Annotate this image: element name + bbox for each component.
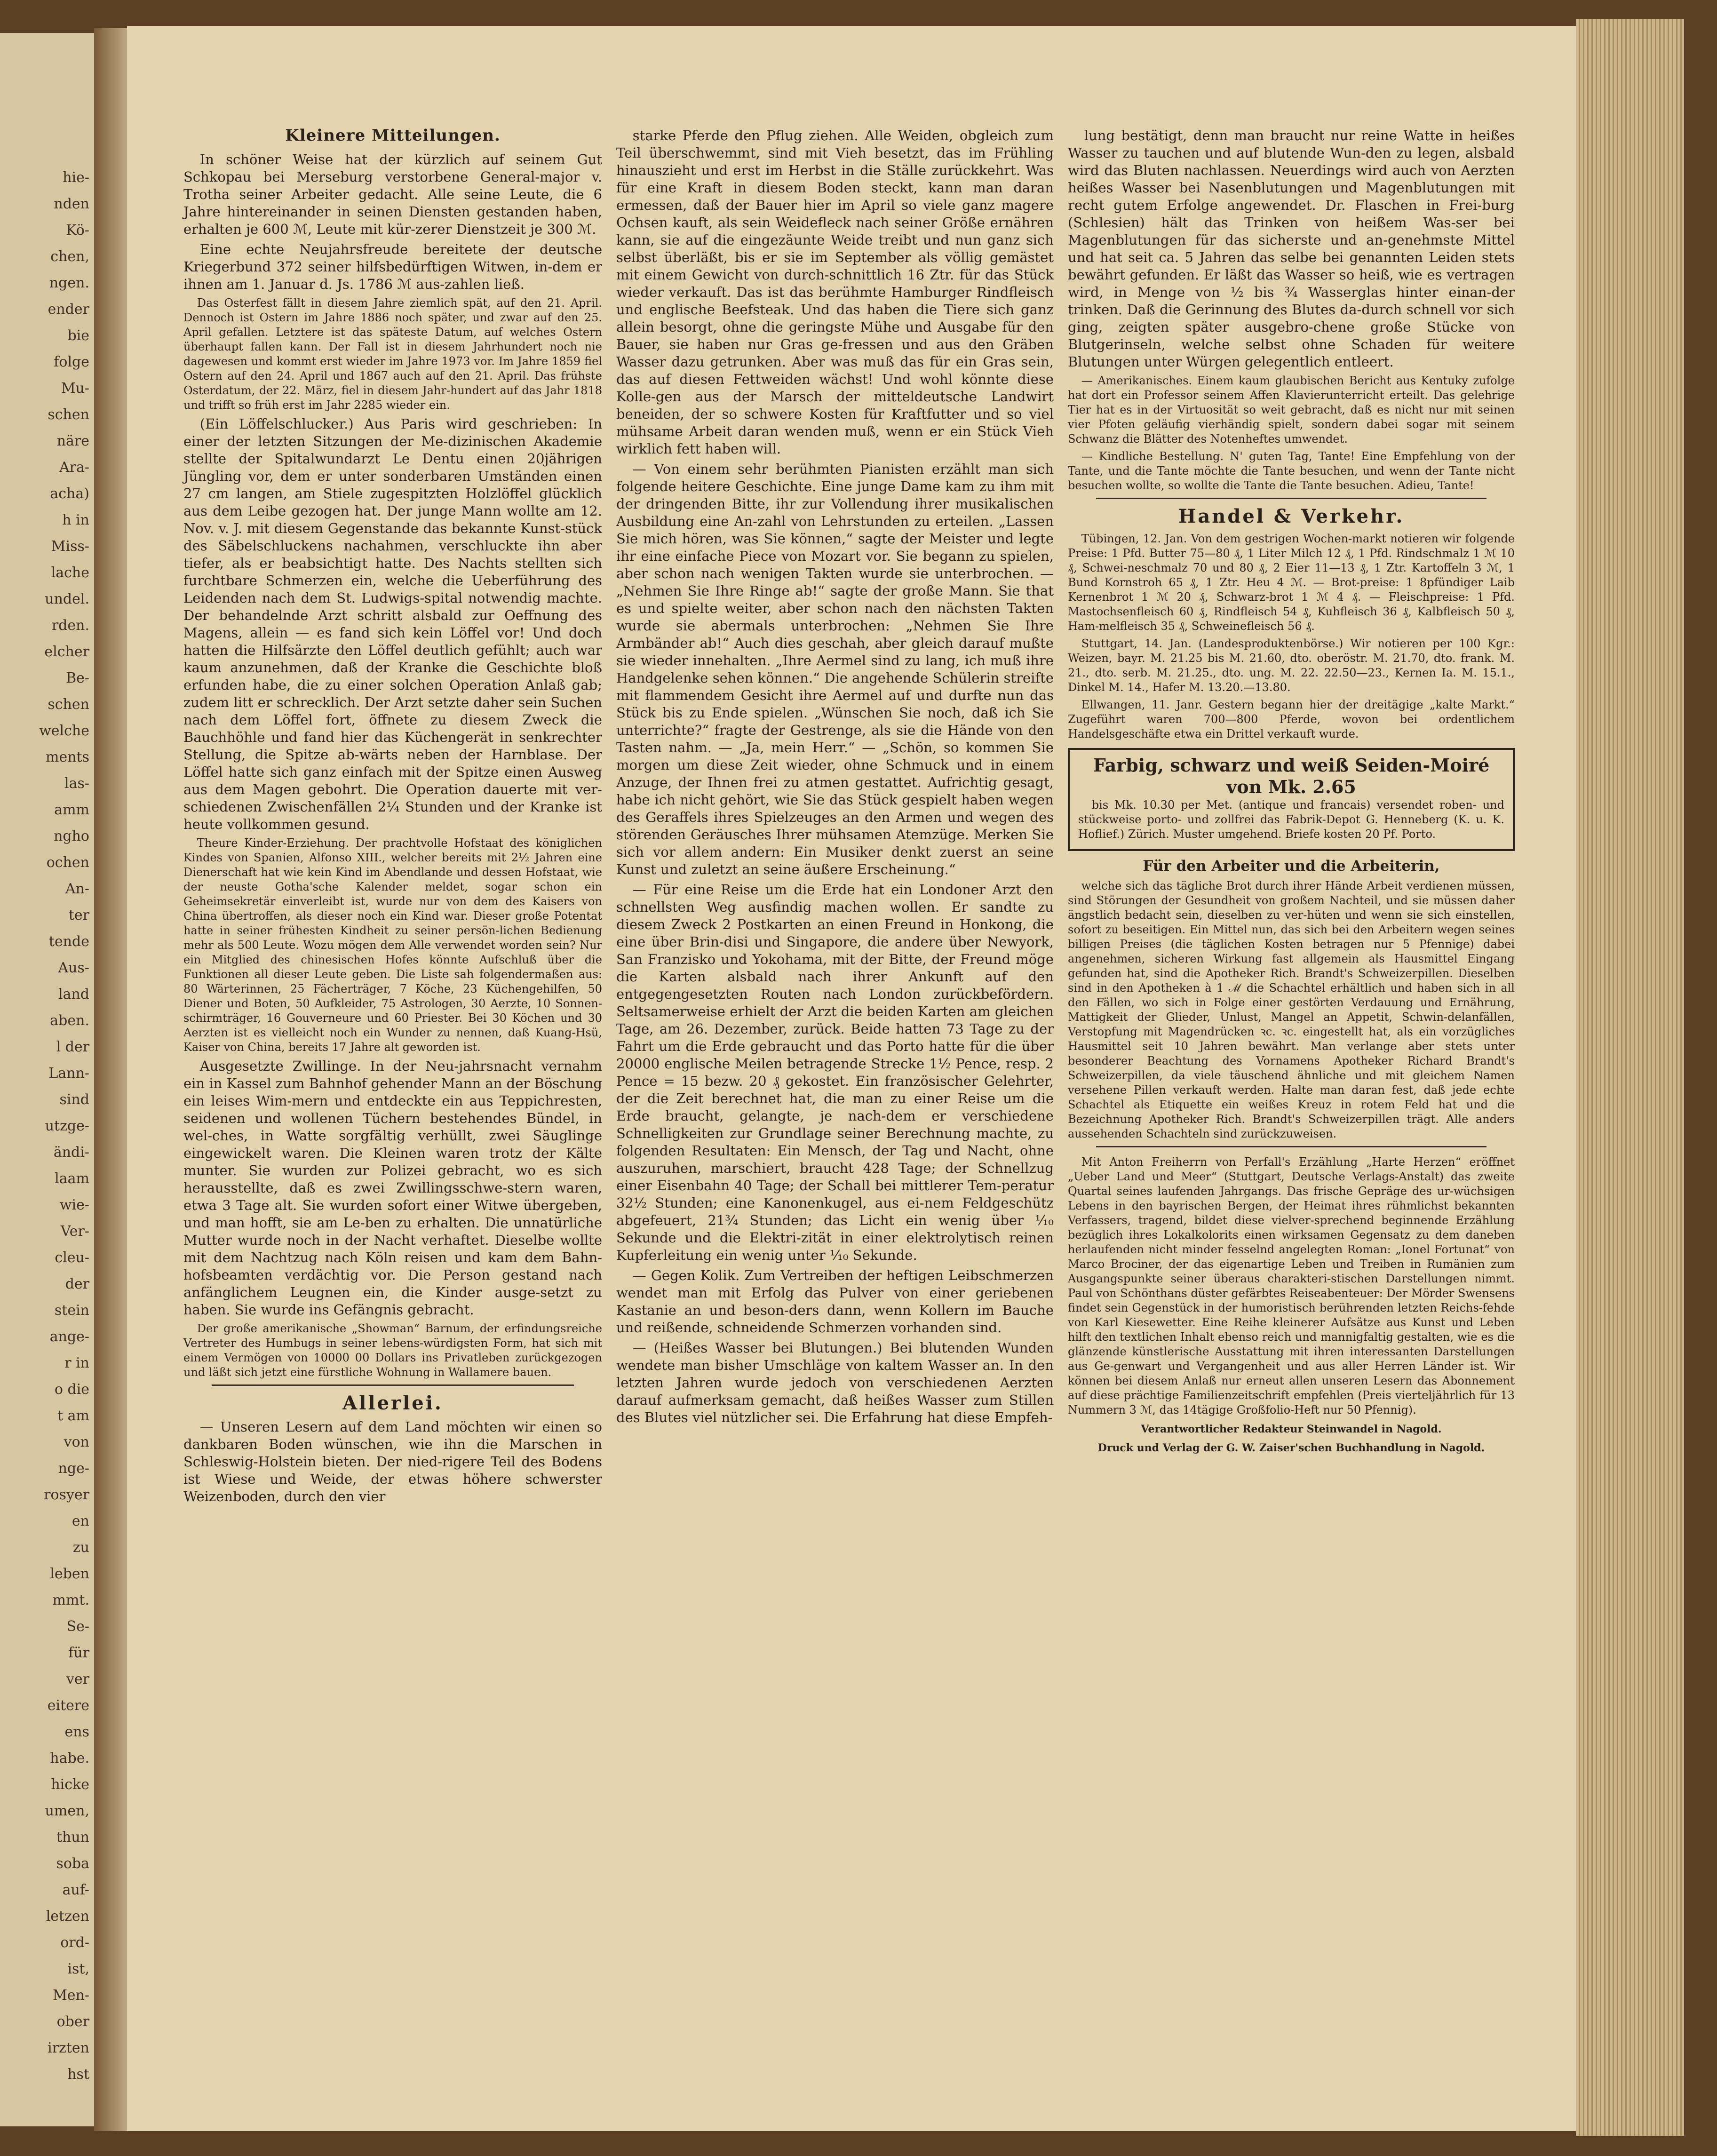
ad-text: welche sich das tägliche Brot durch ihrer Hände Arbeit verdienen müssen, sind Störungen der Gesundheit von großem Nachteil, und sie müssen daher ängstlich bedacht sein, dieselben zu ver-hüten und wenn sie sich einstellen, sofort zu beseitigen. Ein Mittel nun, das sich bei den Arbeitern wegen seines billigen Preises (die täglichen Kosten betragen nur 5 Pfennige) dabei angenehmen, sicheren Wirkung fast allgemein als Hausmittel Eingang gefunden hat, sind die Apotheker Rich. Brandt's Schweizerpillen. Dieselben sind in den Apotheken à 1 ℳ die Schachtel erhältlich und haben sich in all den Fällen, wo sich in Folge einer gestörten Verdauung und Ernährung, Mattigkeit der Glieder, Unlust, Mangel an Appetit, Schwin-delanfällen, Verstopfung mit Magendrücken ꝛc. ꝛc. eingestellt hat, als ein vorzügliches Hausmittel seit 10 Jahren bewährt. Man verlange aber stets unter besonderer Beachtung des Vornamens Apotheker Richard Brandt's Schweizerpillen, da viele täuschend ähnliche und mit gleichem Namen versehene Pillen verkauft werden. Halte man daran fest, daß jede echte Schachtel als Etiquette ein weißes Kreuz in rotem Feld hat und die Bezeichnung Apotheker Rich. Brandt's Schweizerpillen trägt. Alle anders aussehenden Schachteln sind zurückzuweisen. <box>1068 879 1515 1140</box>
article-small-print: Theure Kinder-Erziehung. Der prachtvolle Hofstaat des königlichen Kindes von Spanien, Alfonso XIII., welcher bereits mit 2½ Jahren eine Dienerschaft hat wie kein Kind im Abendlande und dessen Hofstaat, wie der neuste Gotha'sche Kalender meldet, sogar schon ein Geheimsekretär einverleibt ist, wurde nur von dem des Kaisers von China übertroffen, als dieser noch ein Kind war. Dieser große Potentat hatte in seiner frühesten Kindheit zu seiner persön-lichen Bedienung mehr als 500 Leute. Wozu mögen dem Alle verwendet worden sein? Nur ein Mitglied des chinesischen Hofes könnte Aufschluß über die Funktionen all dieser Leute geben. Die Liste sah folgendermaßen aus: 80 Wärterinnen, 25 Fächerträger, 7 Köche, 23 Küchengehilfen, 50 Diener und Boten, 50 Aufkleider, 75 Astrologen, 30 Aerzte, 10 Sonnen-schirmträger, 16 Gouverneure und 60 Priester. Bei 30 Köchen und 30 Aerzten ist es vielleicht noch ein Wunder zu nennen, daß Kuang-Hsü, Kaiser von China, bereits 17 Jahre alt geworden ist. <box>183 836 602 1054</box>
left-page-fragment: r in <box>64 1355 89 1371</box>
left-page-fragment: rden. <box>51 617 89 634</box>
article-small-print: Das Osterfest fällt in diesem Jahre ziemlich spät, auf den 21. April. Dennoch ist Ostern im Jahre 1886 noch später, und zwar auf den 25. April gefallen. Letztere ist das späteste Datum, auf welches Ostern überhaupt fallen kann. Der Fall ist in diesem Jahrhundert noch nie dagewesen und kommt erst wieder im Jahre 1973 vor. Im Jahre 1859 fiel Ostern auf den 24. April und 1867 auch auf den 21. April. Das frühste Osterdatum, der 22. März, fiel in diesem Jahr-hundert auf das Jahr 1818 und trifft so früh erst im Jahr 2285 wieder ein. <box>183 296 602 412</box>
left-page-fragment: acha) <box>50 485 89 502</box>
left-page-fragment: sind <box>59 1091 89 1108</box>
left-page-fragment: ist, <box>67 1961 89 1977</box>
left-page-fragment: Be- <box>66 670 89 686</box>
article-paragraph: — Gegen Kolik. Zum Vertreiben der heftigen Leibschmerzen wendet man mit Erfolg das Pulver von einer geriebenen Kastanie an und beson-ders dann, wenn Kollern im Bauche und reißende, schneidende Schmerzen vorhanden sind. <box>616 1267 1054 1336</box>
left-page-fragment: elcher <box>44 644 89 660</box>
left-page-fragment: las- <box>64 775 89 792</box>
left-page-fragment: utzge- <box>45 1118 89 1134</box>
left-page-fragment: mmt. <box>52 1592 89 1608</box>
imprint-publisher: Druck und Verlag der G. W. Zaiser'schen Buchhandlung in Nagold. <box>1097 1442 1485 1454</box>
left-page-fragment: der <box>65 1276 89 1292</box>
left-page-fragment: schen <box>48 696 89 713</box>
article-paragraph: starke Pferde den Pflug ziehen. Alle Weiden, obgleich zum Teil überschwemmt, sind mit Vieh besetzt, das im Frühling hinauszieht und erst im Herbst in die Ställe zurückkehrt. Was für eine Kraft in diesem Boden steckt, kann man daran ermessen, daß der Bauer hier im April so viele ganz magere Ochsen kauft, als sein Weidefleck nach seiner Größe ernähren kann, sie auf die eingezäunte Weide treibt und nun ganz sich selbst überläßt, bis er sie im September als völlig gemästet mit einem Gewicht von durch-schnittlich 16 Ztr. für das Stück wieder verkauft. Das ist das berühmte Hamburger Rindfleisch und englische Beefsteak. Und das haben die Tiere sich ganz allein besorgt, ohne die geringste Mühe und Ausgabe für den Bauer, sie haben nur Gras ge-fressen und aus den Gräben Wasser dazu getrunken. Aber was muß das für ein Gras sein, das auf diesen Fettweiden wächst! Und wohl könnte diese Kolle-gen aus der Marsch der mitteldeutsche Landwirt beneiden, der so schwere Kosten für Kraftfutter und so viel mühsame Arbeit daran wenden muß, wenn er ein Stück Vieh wirklich fett haben will. <box>616 127 1054 457</box>
left-page-fragment: letzen <box>46 1908 89 1925</box>
left-page-fragment: zu <box>72 1539 89 1556</box>
left-page-fragment: Ver- <box>60 1223 89 1240</box>
left-page-fragment: auf- <box>62 1882 89 1898</box>
article-paragraph: Eine echte Neujahrsfreude bereitete der deutsche Kriegerbund 372 seiner hilfsbedürftigen Witwen, in-dem er ihnen am 1. Januar d. Js. 1786 ℳ aus-zahlen ließ. <box>183 241 602 292</box>
left-page-fragment: leben <box>50 1566 89 1582</box>
divider <box>212 1384 574 1386</box>
left-page-fragment: stein <box>54 1302 89 1319</box>
article-paragraph: In schöner Weise hat der kürzlich auf seinem Gut Schkopau bei Merseburg verstorbene General-major v. Trotha seiner Arbeiter gedacht. Alle seine Leute, die 6 Jahre hintereinander in seinen Diensten gestanden haben, erhalten je 600 ℳ, Leute mit kür-zerer Dienstzeit je 300 ℳ. <box>183 151 602 237</box>
divider <box>1096 1146 1486 1147</box>
column-2 <box>616 127 1054 1429</box>
article-paragraph: lung bestätigt, denn man braucht nur reine Watte in heißes Wasser zu tauchen und auf blutende Wun-den zu legen, alsbald wird das Bluten nachlassen. Neuerdings wird auch von Aerzten heißes Wasser bei Nasenblutungen und Magenblutungen mit recht gutem Erfolge angewendet. Dr. Flaschen in Frei-burg (Schlesien) hält das Trinken von heißem Was-ser bei Magenblutungen für das sicherste und an-genehmste Mittel und hat seit ca. 5 Jahren das selbe bei genannten Leiden stets bewährt gefunden. Er läßt das Wasser so heiß, wie es vertragen wird, in Menge von ½ bis ¾ Wasserglas hinter einan-der trinken. Daß die Gerinnung des Blutes da-durch schnell vor sich ging, zeigten später ausgebro-chene große Stücke von Blutgerinseln, welche selbst ohne Schaden für weitere Blutungen unter Würgen gelegentlich entleert. <box>1068 127 1515 370</box>
left-page-fragment: von <box>64 1434 89 1450</box>
left-page-fragment: habe. <box>50 1750 89 1766</box>
left-page-fragment: ments <box>46 749 89 765</box>
left-page-fragment: An- <box>65 881 89 897</box>
market-report: Stuttgart, 14. Jan. (Landesproduktenbörse.) Wir notieren per 100 Kgr.: Weizen, bayr. M. 21.25 bis M. 21.60, dto. oberöstr. M. 21.70, dto. frank. M. 21., dto. serb. M. 21.25., dto. ung. M. 22. 22.50—23., Kernen Ia. M. 15.1., Dinkel M. 14., Hafer M. 13.20.—13.80. <box>1068 637 1515 694</box>
left-page-fragment: nge- <box>58 1460 89 1477</box>
left-page-fragment: hicke <box>51 1776 89 1793</box>
left-page-fragment: schen <box>48 406 89 423</box>
left-page-fragment: rosyer <box>44 1487 89 1503</box>
article-paragraph: — Von einem sehr berühmten Pianisten erzählt man sich folgende heitere Geschichte. Eine junge Dame kam zu ihm mit der dringenden Bitte, ihr zur Vollendung ihrer musikalischen Ausbildung eine An-zahl von Lehrstunden zu erteilen. „Lassen Sie mich hören, was Sie können,“ sagte der Meister und legte ihr eine einfache Piece von Mozart vor. Sie begann zu spielen, aber schon nach wenigen Takten wurde sie unterbrochen. — „Nehmen Sie Ihre Ringe ab!“ sagte der große Mann. Sie that es und spielte weiter, aber schon nach den nächsten Takten wurde sie abermals unterbrochen: „Nehmen Sie Ihre Armbänder ab!“ Auch dies geschah, aber gleich darauf mußte sie wieder innehalten. „Ihre Aermel sind zu lang, ich muß ihre Handgelenke sehen können.“ Die angehende Schülerin streifte mit flammendem Gesicht ihre Aermel auf und durfte nun das Stück bis zu Ende spielen. „Wünschen Sie noch, daß ich Sie unterrichte?“ fragte der Gestrenge, als sie die Hände von den Tasten nahm. — „Ja, mein Herr.“ — „Schön, so kommen Sie morgen um diese Zeit wieder, ohne Schmuck und in einem Anzuge, der Ihnen frei zu atmen gestattet. Aufrichtig gesagt, habe ich nicht gehört, wie Sie das Stück gespielt haben wegen des Geraffels ihres Spielzeuges an den Armen und wegen des störenden Geräusches Ihrer mühsamen Atemzüge. Merken Sie sich vor allem andern: Ein Musiker denkt zuerst an seine Kunst und zuletzt an seine äußere Erscheinung.“ <box>616 461 1054 877</box>
left-page-fragment: Aus- <box>58 960 89 976</box>
left-page-fragment: cleu- <box>55 1249 89 1266</box>
imprint-editor: Verantwortlicher Redakteur Steinwandel in Nagold. <box>1141 1423 1442 1435</box>
left-page-fragment: Ara- <box>59 459 89 476</box>
left-page-fragment: wie- <box>59 1197 89 1213</box>
article-paragraph: Ausgesetzte Zwillinge. In der Neu-jahrsnacht vernahm ein in Kassel zum Bahnhof gehender Mann an der Böschung ein leises Wim-mern und entdeckte ein aus Teppichresten, seidenen und wollenen Tüchern bestehendes Bündel, in wel-ches, in Watte sorgfältig verhüllt, zwei Säuglinge eingewickelt waren. Die Kleinen waren trotz der Kälte munter. Sie wurden zur Polizei gebracht, wo es sich herausstellte, daß es zwei Zwillingsschwe-stern waren, etwa 3 Tage alt. Sie wurden sofort einer Witwe übergeben, und man hofft, sie am Le-ben zu erhalten. Die unnatürliche Mutter wurde noch in der Nacht verhaftet. Dieselbe wollte mit dem Nachtzug nach Köln reisen und kam dem Bahn-hofsbeamten verdächtig vor. Die Person gestand nach anfänglichem Leugnen ein, die Kinder ausge-setzt zu haben. Sie wurde ins Gefängnis gebracht. <box>183 1058 602 1318</box>
left-page-fragment: amm <box>54 802 89 818</box>
left-page-sliver <box>0 33 97 2126</box>
left-page-fragment: näre <box>56 433 89 449</box>
left-page-fragment: land <box>58 986 89 1002</box>
article-paragraph: — (Heißes Wasser bei Blutungen.) Bei blutenden Wunden wendete man bisher Umschläge von kaltem Wasser an. In den letzten Jahren wurde jedoch von verschiedenen Aerzten darauf aufmerksam gemacht, daß heißes Wasser zum Stillen des Blutes viel nützlicher sei. Die Erfahrung hat diese Empfeh- <box>616 1340 1054 1425</box>
left-page-fragment: thun <box>56 1829 89 1846</box>
article-small-print: Der große amerikanische „Showman“ Barnum, der erfindungsreiche Vertreter des Humbugs in seiner lebens-würdigsten Form, hat sich mit einem Vermögen von 10000 00 Dollars ins Privatleben zurückgezogen und läßt sich jetzt eine fürstliche Wohnung in Wallamere bauen. <box>183 1322 602 1379</box>
left-page-fragment: umen, <box>45 1803 89 1819</box>
ad-text-ueber-land-und-meer: Mit Anton Freiherrn von Perfall's Erzählung „Harte Herzen“ eröffnet „Ueber Land und Meer“ (Stuttgart, Deutsche Verlags-Anstalt) das zweite Quartal seines laufenden Jahrgangs. Das frische Gepräge des ur-wüchsigen Lebens in den bayrischen Bergen, der Heimat ihres rühmlichst bekannten Verfassers, tragend, bildet diese vielver-sprechend beginnende Erzählung bezüglich ihres Lokalkolorits einen wirksamen Gegensatz zu dem daneben herlaufenden nicht minder fesselnd angelegten Roman: „Ionel Fortunat“ von Marco Brociner, der das eigenartige Leben und Treiben in Rumänien zum Ausgangspunkte seiner überaus charakteri-stischen Darstellungen nimmt. Paul von Schönthans düster gefärbtes Reiseabenteuer: Der Mörder Swensens findet sein Gegenstück in der humoristisch berührenden letzten Reichs-fehde von Karl Kiesewetter. Eine Reihe kleinerer Aufsätze aus Kunst und Leben hilft den textlichen Inhalt ebenso reich und mannigfaltig gestalten, wie es die glänzende künstlerische Ausstattung mit ihren interessanten Darstellungen aus Ge-genwart und Vergangenheit und aus aller Herren Länder ist. Wir können bei diesem Anlaß nur erneut allen unseren Lesern das Abonnement auf diese prächtige Familienzeitschrift empfehlen (Preis vierteljährlich für 13 Nummern 3 ℳ, das 14tägige Großfolio-Heft nur 50 Pfennig). <box>1068 1155 1515 1416</box>
left-page-fragment: chen, <box>50 248 89 265</box>
ad-text: bis Mk. 10.30 per Met. (antique und francais) versendet roben- und stückweise porto- und zollfrei das Fabrik-Depot G. Henneberg (K. u. K. Hoflief.) Zürich. Muster umgehend. Briefe kosten 20 Pf. Porto. <box>1078 798 1504 841</box>
heading-allerlei: Allerlei. <box>342 1392 443 1414</box>
column-1 <box>183 127 602 1508</box>
left-page-fragment: irzten <box>48 2040 89 2056</box>
left-page-fragment: ändi- <box>53 1144 89 1161</box>
heading-handel-verkehr: Handel & Verkehr. <box>1178 505 1405 527</box>
left-page-fragment: eitere <box>47 1697 89 1714</box>
market-report: Ellwangen, 11. Janr. Gestern begann hier der dreitägige „kalte Markt.“ Zugeführt waren 700—800 Pferde, wovon bei ordentlichem Handelsgeschäfte etwa ein Drittel verkauft wurde. <box>1068 698 1515 740</box>
advertisement-silk <box>1068 748 1515 851</box>
left-page-fragment: Kö- <box>66 222 89 239</box>
left-page-fragment: nden <box>54 196 89 212</box>
heading-kleinere-mitteilungen: Kleinere Mitteilungen. <box>285 126 501 145</box>
left-page-fragment: ord- <box>60 1934 89 1951</box>
left-page-fragment: ochen <box>46 854 89 871</box>
divider <box>1096 498 1486 499</box>
left-page-fragment: für <box>68 1645 89 1661</box>
left-page-fragment: ender <box>48 301 89 318</box>
left-page-fragment: bie <box>67 327 89 344</box>
left-page-fragment: laam <box>55 1170 89 1187</box>
page-edges <box>1576 19 1684 2136</box>
left-page-fragment: Mu- <box>61 380 89 397</box>
left-page-fragment: Miss- <box>51 538 89 555</box>
ad-title: Farbig, schwarz und weiß Seiden-Moiré von Mk. 2.65 <box>1093 755 1490 797</box>
column-3 <box>1068 127 1515 1455</box>
left-page-fragment: o die <box>54 1381 89 1398</box>
left-page-fragment: undel. <box>45 591 89 607</box>
left-page-fragment: Men- <box>53 1987 89 2004</box>
market-report: Tübingen, 12. Jan. Von dem gestrigen Wochen-markt notieren wir folgende Preise: 1 Pfd. Butter 75—80 ₰, 1 Liter Milch 12 ₰, 1 Pfd. Rindschmalz 1 ℳ 10 ₰, Schwei-neschmalz 70 und 80 ₰, 2 Eier 11—13 ₰, 1 Ztr. Kartoffeln 3 ℳ, 1 Bund Kornstroh 65 ₰, 1 Ztr. Heu 4 ℳ. — Brot-preise: 1 8pfündiger Laib Kernenbrot 1 ℳ 20 ₰, Schwarz-brot 1 ℳ 4 ₰. — Fleischpreise: 1 Pfd. Mastochsenfleisch 60 ₰, Rindfleisch 54 ₰, Kuhfleisch 36 ₰, Kalbfleisch 50 ₰, Ham-melfleisch 35 ₰, Schweinefleisch 56 ₰. <box>1068 532 1515 633</box>
left-page-fragment: lache <box>51 565 89 581</box>
article-paragraph: — Unseren Lesern auf dem Land möchten wir einen so dankbaren Boden wünschen, wie ihn die Marschen in Schleswig-Holstein bieten. Der nied-rigere Teil des Bodens ist Wiese und Weide, der etwas höhere schwerster Weizenboden, durch den vier <box>183 1419 602 1504</box>
left-page-fragment: en <box>72 1513 89 1529</box>
left-page-fragment: ens <box>64 1724 89 1740</box>
left-page-fragment: h in <box>62 512 89 528</box>
left-page-fragment: ober <box>56 2013 89 2030</box>
left-page-fragment: Lann- <box>48 1065 89 1082</box>
left-page-fragment: ter <box>68 907 89 923</box>
left-page-fragment: ver <box>66 1671 89 1687</box>
left-page-fragment: hst <box>67 2066 89 2083</box>
article-small-print: — Kindliche Bestellung. N' guten Tag, Tante! Eine Empfehlung von der Tante, und die Tante möchte die Tante besuchen, und wenn der Tante nicht besuchen wollte, so wollte die Tante die Tante besuchen. Adieu, Tante! <box>1068 450 1515 492</box>
article-paragraph: — Für eine Reise um die Erde hat ein Londoner Arzt den schnellsten Weg ausfindig machen wollen. Er sandte zu diesem Zweck 2 Postkarten an einen Freund in Honkong, die eine über Brin-disi und Singapore, die andere über Newyork, San Franzisko und Yokohama, mit der Bitte, der Freund möge die Karten alsbald nach ihrer Ankunft auf den entgegengesetzten Routen nach London zurückbefördern. Seltsamerweise erhielt der Arzt die beiden Karten am gleichen Tage, am 26. Dezember, zurück. Beide hatten 73 Tage zu der Fahrt um die Erde gebraucht und das Porto hatte für die über 20000 englische Meilen betragende Strecke 1½ Pence, resp. 2 Pence = 15 bezw. 20 ₰ gekostet. Ein französischer Gelehrter, der die Zeit berechnet hat, die man zu einer Reise um die Erde braucht, gelangte, je nach-dem er verschiedene Schnelligkeiten zur Grundlage seiner Berechnung machte, zu folgenden Resultaten: Ein Mensch, der Tag und Nacht, ohne auszuruhen, marschiert, braucht 428 Tage; der Schnellzug einer Eisenbahn 40 Tage; der Schall bei mittlerer Tem-peratur 32½ Stunden; eine Kanonenkugel, aus ei-nem Feldgeschütz abgefeuert, 21¾ Stunden; das Licht ein wenig über ¹⁄₁₀ Sekunde und die Elektri-zität in einer elektrolytisch reinen Kupferleitung ein wenig unter ¹⁄₁₀ Sekunde. <box>616 882 1054 1263</box>
left-page-fragment: tende <box>48 933 89 950</box>
book-gutter <box>94 28 132 2131</box>
article-small-print: — Amerikanisches. Einem kaum glaubischen Bericht aus Kentuky zufolge hat dort ein Professor seinem Affen Klavierunterricht erteilt. Das gelehrige Tier hat es in der Virtuosität so weit gebracht, daß es nicht nur mit seinen vier Pfoten geläufig vierhändig spielt, sondern dabei sogar mit seinem Schwanz die Blätter des Notenheftes umwendet. <box>1068 374 1515 446</box>
ad-heading-arbeiter: Für den Arbeiter und die Arbeiterin, <box>1143 858 1440 875</box>
left-page-fragment: ngen. <box>49 275 89 291</box>
left-page-fragment: welche <box>39 723 89 739</box>
left-page-fragment: l der <box>56 1039 89 1055</box>
left-page-fragment: soba <box>56 1855 89 1872</box>
left-page-fragment: Se- <box>66 1618 89 1635</box>
left-page-fragment: hie- <box>63 169 89 186</box>
left-page-fragment: ange- <box>49 1329 89 1345</box>
article-paragraph: (Ein Löffelschlucker.) Aus Paris wird geschrieben: In einer der letzten Sitzungen der Me-dizinischen Akademie stellte der Spitalwundarzt Le Dentu einen 20jährigen Jüngling vor, dem er unter sonderbaren Umständen einen 27 cm langen, am Stiele zugespitzten Holzlöffel glücklich aus dem Leibe gezogen hat. Der junge Mann wollte am 12. Nov. v. J. mit diesem Gegenstande das bekannte Kunst-stück des Säbelschluckens nachahmen, verschluckte ihn aber tiefer, als er beabsichtigt hatte. Des Nachts stellten sich furchtbare Schmerzen ein, welche die Ueberführung des Leidenden nach dem St. Ludwigs-spital notwendig machte. Der behandelnde Arzt schritt alsbald zur Oeffnung des Magens, allein — es fand sich kein Löffel vor! Und doch hatten die Hilfsärzte den Löffel deutlich gefühlt; auch war kaum anzunehmen, daß der Kranke die Geschichte bloß erfunden habe, die zu einer solchen Operation Anlaß gab; zudem litt er schrecklich. Der Arzt setzte daher sein Suchen nach dem Löffel fort, öffnete zu diesem Zweck die Bauchhöhle und fand hier das Küchengerät in senkrechter Stellung, die Spitze ab-wärts neben der Harnblase. Der Löffel hatte sich ganz einfach mit der Spitze einen Ausweg aus dem Magen gebohrt. Die Operation dauerte mit ver-schiedenen Zwischenfällen 2¼ Stunden und der Kranke ist heute vollkommen gesund. <box>183 416 602 832</box>
left-page-fragment: aben. <box>50 1012 89 1029</box>
left-page-fragment: folge <box>54 354 89 370</box>
left-page-fragment: t am <box>57 1408 89 1424</box>
left-page-fragment: ngho <box>54 828 89 844</box>
